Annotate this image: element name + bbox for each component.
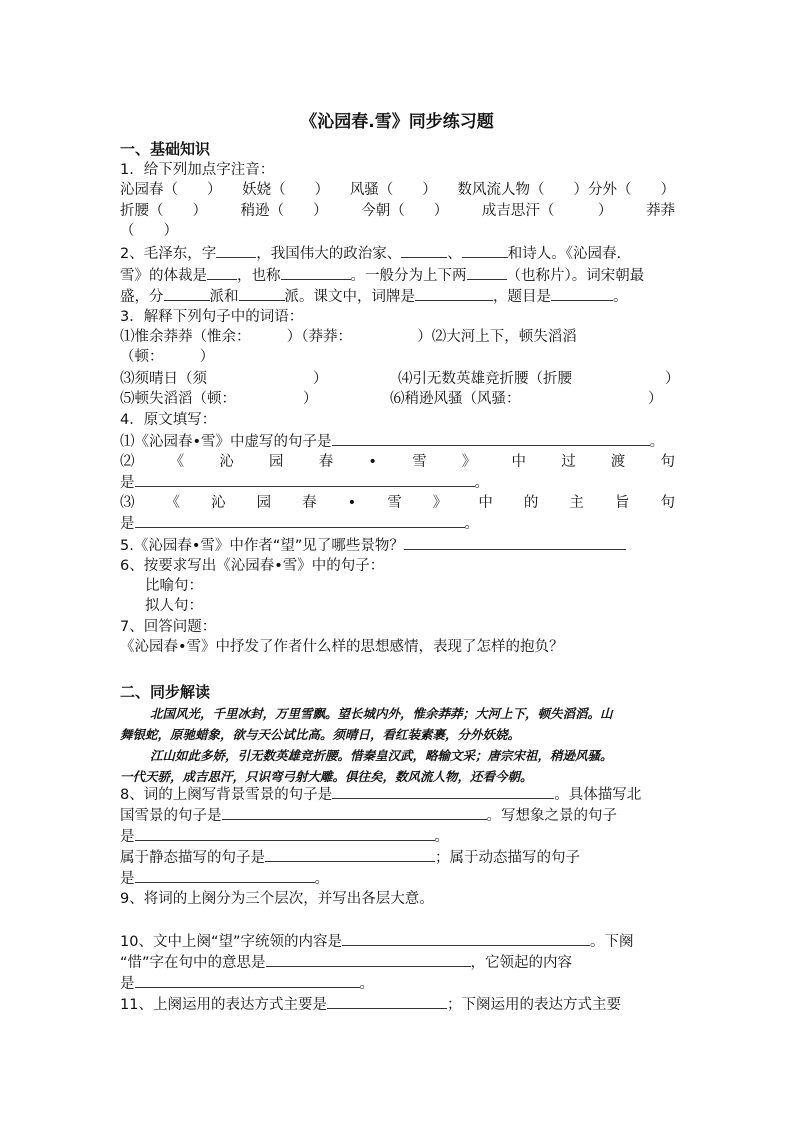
pinyin-item: 莽莽 <box>646 203 675 219</box>
poem-line: 舞银蛇，原驰蜡象，欲与天公试比高。须晴日，看红装素裹，分外妖娆。 <box>120 727 521 742</box>
blank[interactable] <box>415 286 493 301</box>
poem-line: 一代天骄，成吉思汗，只识弯弓射大雕。俱往矣，数风流人物，还看今朝。 <box>120 769 533 784</box>
question-8-line-5: 是 。 <box>120 868 675 889</box>
question-8-line-3: 是 。 <box>120 826 675 847</box>
blank[interactable] <box>404 535 626 550</box>
blank[interactable] <box>222 805 487 820</box>
blank[interactable] <box>216 243 256 258</box>
question-2-line-1: 2、毛泽东，字 ，我国伟大的政治家、 、 和诗人。《沁园春. <box>120 243 675 264</box>
question-3: 3．解释下列句子中的词语： <box>120 309 304 325</box>
question-4-b: ⑵ 《 沁 园 春 • 雪 》 中 过 渡 句 <box>120 454 675 470</box>
question-4-c-answer: 是 。 <box>120 513 675 534</box>
blank[interactable] <box>332 784 554 799</box>
pinyin-item: 沁园春（ ） <box>120 182 222 198</box>
blank[interactable] <box>281 265 351 280</box>
blank[interactable] <box>462 243 508 258</box>
pinyin-item: 妖娆（ ） <box>242 182 330 198</box>
blank[interactable] <box>551 286 613 301</box>
blank[interactable] <box>332 431 650 446</box>
blank[interactable] <box>135 973 360 988</box>
question-5: 5.《沁园春•雪》中作者“望”见了哪些景物？ <box>120 535 675 556</box>
question-2-line-2: 雪》的体裁是 ，也称 。一般分为上下两 （也称片）。词宋朝最 <box>120 265 675 286</box>
question-4: 4．原文填写： <box>120 412 217 428</box>
question-10-line-3: 是 。 <box>120 973 675 994</box>
blank[interactable] <box>164 286 210 301</box>
pinyin-item: 数风流人物（ ）分外（ ） <box>457 182 675 198</box>
question-2-line-3: 盛，分 派和 派。课文中，词牌是 ，题目是 。 <box>120 286 675 307</box>
blank[interactable] <box>265 847 435 862</box>
pinyin-item: 成吉思汗（ ） <box>481 203 613 219</box>
question-6-a: 比喻句： <box>145 578 203 594</box>
blank[interactable] <box>327 994 447 1009</box>
question-8-line-4: 属于静态描写的句子是 ；属于动态描写的句子 <box>120 847 675 868</box>
question-8-line-2: 国雪景的句子是 。写想象之景的句子 <box>120 805 675 826</box>
section-heading-reading: 二、同步解读 <box>120 683 211 701</box>
question-1: 1．给下列加点字注音： <box>120 162 275 178</box>
question-9: 9、将词的上阕分为三个层次，并写出各层大意。 <box>120 891 434 907</box>
question-7-a: 《沁园春•雪》中抒发了作者什么样的思想感情，表现了怎样的抱负？ <box>120 639 564 655</box>
question-4-b-answer: 是 。 <box>120 472 675 493</box>
poem-text <box>120 703 680 787</box>
question-3-row-a: ⑴惟余莽莽（惟余： ）（莽莽： ）⑵大河上下，顿失滔滔 <box>120 329 577 345</box>
pinyin-item: 折腰（ ） <box>120 203 207 219</box>
question-1-row-a <box>120 180 675 200</box>
blank[interactable] <box>135 472 475 487</box>
pinyin-item: 风骚（ ） <box>349 182 437 198</box>
poem-line: 北国风光，千里冰封，万里雪飘。望长城内外，惟余莽莽；大河上下，顿失滔滔。山 <box>150 706 613 721</box>
blank[interactable] <box>342 931 590 946</box>
blank[interactable] <box>401 243 447 258</box>
section-heading-basics: 一、基础知识 <box>120 140 211 158</box>
question-4-a: ⑴《沁园春•雪》中虚写的句子是 。 <box>120 431 675 452</box>
question-10-line-1: 10、文中上阕“望”字统领的内容是 。下阕 <box>120 931 675 952</box>
question-3-row-b: （顿： ） <box>120 349 215 365</box>
blank[interactable] <box>266 952 471 967</box>
question-10-line-2: “惜”字在句中的意思是 ，它领起的内容 <box>120 952 675 973</box>
blank[interactable] <box>467 265 507 280</box>
question-1-row-c: （ ） <box>120 223 178 239</box>
blank[interactable] <box>135 513 465 528</box>
question-7: 7、回答问题： <box>120 619 217 635</box>
question-8-line-1: 8、词的上阕写背景雪景的句子是 。具体描写北 <box>120 784 675 805</box>
question-11-line-1: 11、上阕运用的表达方式主要是 ；下阕运用的表达方式主要 <box>120 994 675 1015</box>
question-1-row-b <box>120 201 675 221</box>
blank[interactable] <box>135 868 315 883</box>
question-6-b: 拟人句： <box>145 598 203 614</box>
poem-line: 江山如此多娇，引无数英雄竞折腰。惜秦皇汉武，略输文采；唐宗宋祖，稍逊风骚。 <box>150 748 613 763</box>
blank[interactable] <box>207 265 237 280</box>
question-6: 6、按要求写出《沁园春•雪》中的句子： <box>120 558 385 574</box>
question-4-c: ⑶ 《 沁 园 春 • 雪 》 中 的 主 旨 句 <box>120 495 675 511</box>
page-title: 《沁园春.雪》同步练习题 <box>300 112 494 132</box>
pinyin-item: 稍逊（ ） <box>240 203 328 219</box>
blank[interactable] <box>135 826 435 841</box>
pinyin-item: 今朝（ ） <box>361 203 449 219</box>
blank[interactable] <box>239 286 285 301</box>
